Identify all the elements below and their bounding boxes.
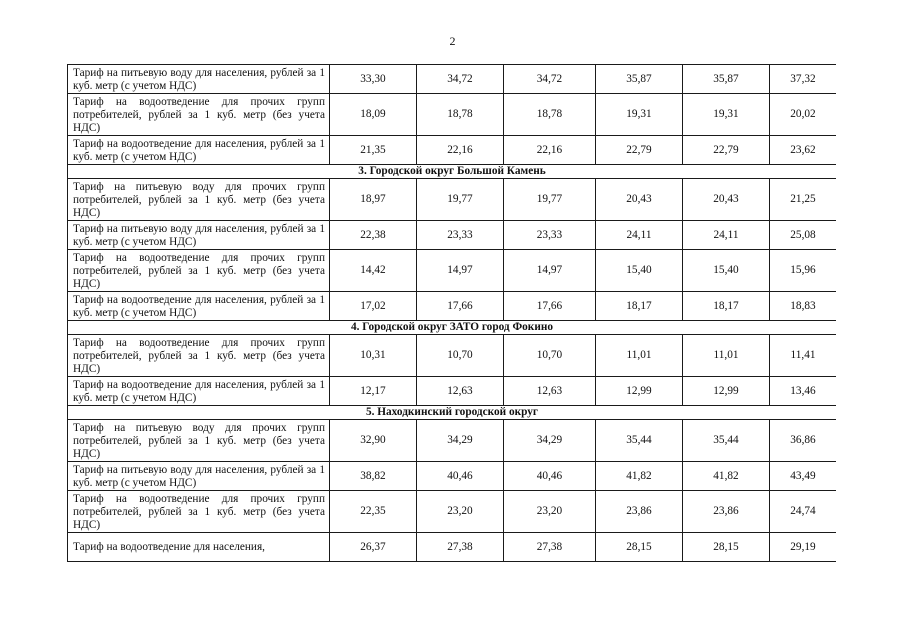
tariff-value: 34,72	[417, 65, 504, 94]
tariff-description: Тариф на питьевую воду для населения, рублей за 1 куб. метр (с учетом НДС)	[68, 462, 330, 491]
section-title: 5. Находкинский городской округ	[68, 406, 837, 420]
tariff-description: Тариф на водоотведение для населения, рублей за 1 куб. метр (с учетом НДС)	[68, 292, 330, 321]
table-row	[68, 250, 837, 292]
tariff-value: 22,16	[504, 136, 596, 165]
tariff-value: 23,33	[504, 221, 596, 250]
tariff-table-container	[67, 64, 836, 580]
tariff-value: 11,41	[770, 335, 837, 377]
tariff-value: 35,87	[683, 65, 770, 94]
tariff-value: 20,02	[770, 94, 837, 136]
section-header-row	[68, 165, 837, 179]
tariff-value: 22,79	[683, 136, 770, 165]
table-row	[68, 377, 837, 406]
tariff-value: 22,38	[330, 221, 417, 250]
table-row	[68, 179, 837, 221]
tariff-description: Тариф на водоотведение для прочих групп потребителей, рублей за 1 куб. метр (без учета НДС)	[68, 335, 330, 377]
tariff-value: 24,11	[683, 221, 770, 250]
tariff-value: 10,70	[417, 335, 504, 377]
table-row	[68, 491, 837, 533]
tariff-value: 23,86	[683, 491, 770, 533]
tariff-description: Тариф на питьевую воду для населения, рублей за 1 куб. метр (с учетом НДС)	[68, 65, 330, 94]
tariff-value: 34,29	[504, 420, 596, 462]
tariff-value: 35,44	[683, 420, 770, 462]
tariff-value: 26,37	[330, 533, 417, 562]
tariff-value: 43,49	[770, 462, 837, 491]
tariff-value: 18,17	[596, 292, 683, 321]
tariff-value: 19,77	[417, 179, 504, 221]
table-row	[68, 335, 837, 377]
tariff-description: Тариф на водоотведение для населения, рублей за 1 куб. метр (с учетом НДС)	[68, 377, 330, 406]
tariff-value: 10,70	[504, 335, 596, 377]
tariff-description: Тариф на водоотведение для населения, рублей за 1 куб. метр (с учетом НДС)	[68, 136, 330, 165]
tariff-value: 18,83	[770, 292, 837, 321]
tariff-value: 25,08	[770, 221, 837, 250]
tariff-value: 23,20	[504, 491, 596, 533]
section-title: 4. Городской округ ЗАТО город Фокино	[68, 321, 837, 335]
tariff-value: 15,40	[596, 250, 683, 292]
tariff-value: 28,15	[683, 533, 770, 562]
tariff-value: 22,16	[417, 136, 504, 165]
tariff-value: 41,82	[596, 462, 683, 491]
tariff-value: 19,31	[596, 94, 683, 136]
tariff-value: 37,32	[770, 65, 837, 94]
section-header-row	[68, 406, 837, 420]
tariff-value: 24,74	[770, 491, 837, 533]
table-row	[68, 136, 837, 165]
tariff-value: 10,31	[330, 335, 417, 377]
tariff-value: 18,97	[330, 179, 417, 221]
tariff-value: 19,31	[683, 94, 770, 136]
section-header-row	[68, 321, 837, 335]
tariff-value: 15,96	[770, 250, 837, 292]
tariff-value: 18,09	[330, 94, 417, 136]
tariff-value: 13,46	[770, 377, 837, 406]
tariff-value: 29,19	[770, 533, 837, 562]
tariff-description: Тариф на водоотведение для прочих групп потребителей, рублей за 1 куб. метр (без учета НДС)	[68, 94, 330, 136]
tariff-value: 23,62	[770, 136, 837, 165]
tariff-value: 11,01	[596, 335, 683, 377]
tariff-description: Тариф на водоотведение для населения,	[68, 533, 330, 562]
tariff-value: 22,79	[596, 136, 683, 165]
tariff-value: 41,82	[683, 462, 770, 491]
table-row	[68, 420, 837, 462]
tariff-value: 18,78	[417, 94, 504, 136]
tariff-value: 14,42	[330, 250, 417, 292]
tariff-value: 20,43	[596, 179, 683, 221]
tariff-value: 14,97	[504, 250, 596, 292]
tariff-value: 23,20	[417, 491, 504, 533]
tariff-value: 17,66	[504, 292, 596, 321]
tariff-value: 36,86	[770, 420, 837, 462]
table-row	[68, 65, 837, 94]
tariff-description: Тариф на водоотведение для прочих групп потребителей, рублей за 1 куб. метр (без учета НДС)	[68, 491, 330, 533]
tariff-value: 12,99	[596, 377, 683, 406]
tariff-value: 27,38	[417, 533, 504, 562]
tariff-value: 12,63	[417, 377, 504, 406]
tariff-value: 11,01	[683, 335, 770, 377]
table-row	[68, 533, 837, 562]
tariff-value: 34,72	[504, 65, 596, 94]
tariff-value: 38,82	[330, 462, 417, 491]
tariff-value: 40,46	[417, 462, 504, 491]
section-title: 3. Городской округ Большой Камень	[68, 165, 837, 179]
table-row	[68, 292, 837, 321]
tariff-description: Тариф на питьевую воду для прочих групп потребителей, рублей за 1 куб. метр (без учета НДС)	[68, 179, 330, 221]
tariff-value: 28,15	[596, 533, 683, 562]
tariff-table	[67, 64, 836, 562]
tariff-value: 32,90	[330, 420, 417, 462]
tariff-value: 12,99	[683, 377, 770, 406]
tariff-value: 21,35	[330, 136, 417, 165]
tariff-value: 34,29	[417, 420, 504, 462]
tariff-value: 35,87	[596, 65, 683, 94]
tariff-value: 35,44	[596, 420, 683, 462]
tariff-value: 18,17	[683, 292, 770, 321]
tariff-description: Тариф на водоотведение для прочих групп потребителей, рублей за 1 куб. метр (без учета НДС)	[68, 250, 330, 292]
tariff-value: 24,11	[596, 221, 683, 250]
tariff-value: 27,38	[504, 533, 596, 562]
tariff-value: 23,86	[596, 491, 683, 533]
tariff-value: 18,78	[504, 94, 596, 136]
tariff-value: 33,30	[330, 65, 417, 94]
tariff-value: 12,63	[504, 377, 596, 406]
tariff-value: 40,46	[504, 462, 596, 491]
tariff-value: 22,35	[330, 491, 417, 533]
tariff-value: 23,33	[417, 221, 504, 250]
tariff-value: 17,66	[417, 292, 504, 321]
tariff-value: 14,97	[417, 250, 504, 292]
tariff-description: Тариф на питьевую воду для населения, рублей за 1 куб. метр (с учетом НДС)	[68, 221, 330, 250]
table-row	[68, 221, 837, 250]
tariff-value: 21,25	[770, 179, 837, 221]
tariff-value: 19,77	[504, 179, 596, 221]
page-number: 2	[449, 34, 456, 48]
tariff-value: 12,17	[330, 377, 417, 406]
table-row	[68, 94, 837, 136]
tariff-value: 17,02	[330, 292, 417, 321]
tariff-value: 20,43	[683, 179, 770, 221]
tariff-description: Тариф на питьевую воду для прочих групп потребителей, рублей за 1 куб. метр (без учета НДС)	[68, 420, 330, 462]
table-row	[68, 462, 837, 491]
tariff-value: 15,40	[683, 250, 770, 292]
